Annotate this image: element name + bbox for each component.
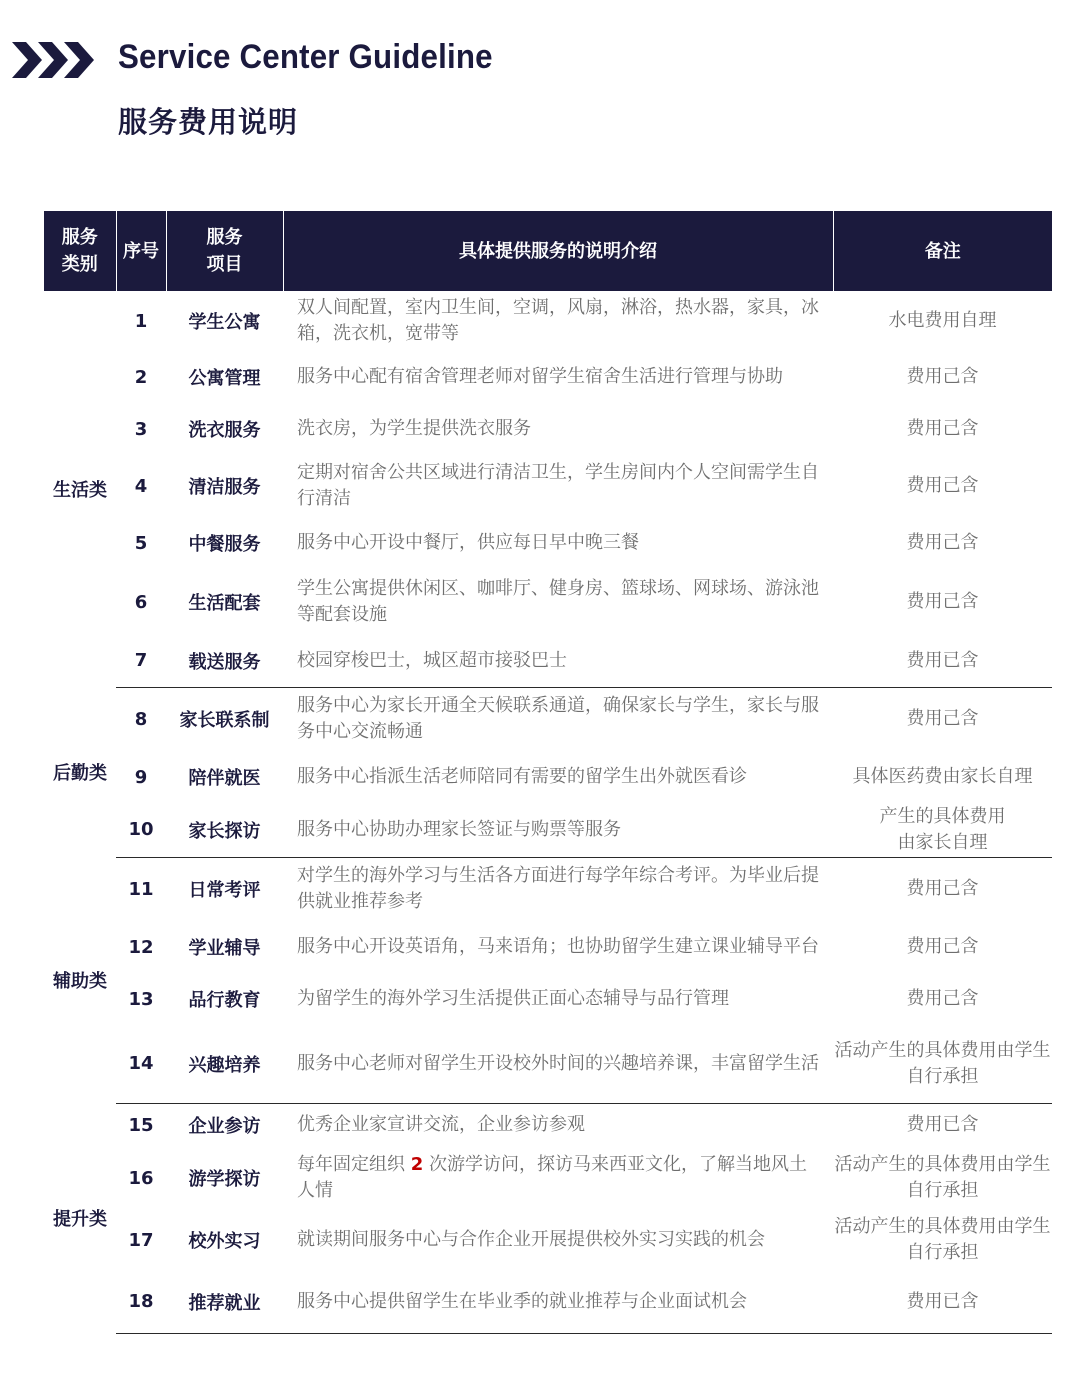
- header-item: 服务 项目: [166, 211, 283, 291]
- row-number: 14: [116, 1025, 166, 1103]
- row-number: 1: [134, 310, 148, 332]
- row-number: 8: [134, 708, 148, 730]
- page-title: Service Center Guideline: [118, 38, 493, 76]
- header-description: 具体提供服务的说明介绍: [283, 211, 833, 291]
- note-cell: 费用己含: [906, 708, 979, 730]
- service-item: 校外实习: [188, 1231, 261, 1252]
- row-number: 10: [116, 803, 166, 857]
- service-item: 兴趣培养: [166, 1025, 283, 1103]
- table-row: [44, 291, 1052, 351]
- table-header-row: [44, 211, 1052, 291]
- highlight-number: 2: [410, 1154, 424, 1175]
- service-item: 学业辅导: [188, 938, 261, 959]
- category-cell: 后勤类: [53, 763, 107, 784]
- header-note: 备注: [833, 211, 1052, 291]
- note-cell: 活动产生的具体费用由学生自行承担: [834, 1216, 1051, 1263]
- header-number: 序号: [116, 211, 166, 291]
- note-cell: 水电费用自理: [888, 310, 997, 331]
- description-text: 次游学访问，探访马来西亚文化，了解当地风土人情: [297, 1154, 807, 1201]
- table-row: [44, 973, 1052, 1025]
- row-number: 9: [134, 766, 148, 788]
- note-cell: 具体医药费由家长自理: [852, 766, 1033, 787]
- service-item: 公寓管理: [188, 368, 261, 389]
- table-row: [44, 635, 1052, 687]
- service-fee-table: [44, 211, 1052, 1334]
- row-number: 17: [128, 1229, 154, 1251]
- service-item: 洗衣服务: [188, 420, 261, 441]
- service-description: 洗衣房，为学生提供洗衣服务: [297, 418, 531, 439]
- note-cell: 费用己含: [906, 988, 979, 1009]
- note-cell: 费用己含: [906, 936, 979, 957]
- service-description: 学生公寓提供休闲区、咖啡厅、健身房、篮球场、网球场、游泳池等配套设施: [297, 578, 819, 625]
- table-row: [44, 517, 1052, 569]
- note-cell: 费用己含: [906, 591, 979, 612]
- service-item: 推荐就业: [166, 1271, 283, 1333]
- row-number: 13: [128, 988, 154, 1010]
- service-description: 服务中心老师对留学生开设校外时间的兴趣培养课，丰富留学生活: [283, 1025, 833, 1103]
- row-number: 5: [134, 532, 148, 554]
- service-item: 企业参访: [188, 1116, 261, 1138]
- table-row: [44, 403, 1052, 455]
- note-cell: 费用已含: [833, 1271, 1052, 1333]
- service-item: 载送服务: [166, 635, 283, 687]
- service-description: 服务中心指派生活老师陪同有需要的留学生出外就医看诊: [297, 766, 747, 787]
- table-row: [44, 1025, 1052, 1103]
- table-row: [44, 569, 1052, 635]
- table-row: [44, 455, 1052, 517]
- table-row: [44, 1271, 1052, 1333]
- note-cell: 费用己含: [906, 366, 979, 387]
- service-description: [283, 1147, 833, 1209]
- row-number: 16: [128, 1167, 154, 1189]
- note-cell: 费用己含: [906, 878, 979, 900]
- description-text: 每年固定组织: [297, 1154, 411, 1175]
- row-number: 15: [128, 1114, 154, 1136]
- service-description: 为留学生的海外学习生活提供正面心态辅导与品行管理: [297, 988, 729, 1009]
- service-item: 生活配套: [188, 593, 261, 614]
- category-cell: 辅助类: [53, 971, 107, 992]
- row-number: 11: [128, 878, 154, 900]
- service-item: 学生公寓: [188, 312, 261, 333]
- category-cell: 生活类: [53, 480, 107, 501]
- row-number: 6: [134, 591, 148, 613]
- service-description: 优秀企业家宣讲交流，企业参访参观: [297, 1114, 585, 1136]
- service-item: 清洁服务: [188, 477, 261, 498]
- table-row: [44, 857, 1052, 921]
- table-row: [44, 351, 1052, 403]
- service-item: 家长探访: [166, 803, 283, 857]
- service-item: 日常考评: [188, 880, 261, 902]
- note-cell: 费用已含: [906, 1114, 979, 1136]
- table-row: [44, 751, 1052, 803]
- table-row: [44, 1147, 1052, 1209]
- row-number: 7: [116, 635, 166, 687]
- category-cell: 提升类: [53, 1209, 107, 1230]
- service-description: 服务中心提供留学生在毕业季的就业推荐与企业面试机会: [283, 1271, 833, 1333]
- service-item: 家长联系制: [179, 710, 270, 732]
- note-cell: 费用己含: [906, 532, 979, 553]
- triple-chevron-icon: [12, 42, 98, 78]
- note-cell: 活动产生的具体费用由学生自行承担: [834, 1154, 1051, 1201]
- row-number: 2: [134, 366, 148, 388]
- row-number: 3: [134, 418, 148, 440]
- service-description: 校园穿梭巴士，城区超市接驳巴士: [283, 635, 833, 687]
- table-row: [44, 687, 1052, 751]
- table-row: [44, 921, 1052, 973]
- service-description: 服务中心协助办理家长签证与购票等服务: [283, 803, 833, 857]
- page-subtitle: 服务费用说明: [118, 105, 299, 139]
- row-number: 18: [116, 1271, 166, 1333]
- row-number: 12: [128, 936, 154, 958]
- service-description: 双人间配置，室内卫生间，空调，风扇，淋浴，热水器，家具，冰箱，洗衣机，宽带等: [297, 297, 819, 344]
- service-item: 游学探访: [188, 1169, 261, 1190]
- table-row: [44, 1209, 1052, 1271]
- service-description: 服务中心配有宿舍管理老师对留学生宿舍生活进行管理与协助: [297, 366, 783, 387]
- service-description: 对学生的海外学习与生活各方面进行每学年综合考评。为毕业后提供就业推荐参考: [297, 865, 819, 913]
- note-cell: 产生的具体费用 由家长自理: [833, 803, 1052, 857]
- note-cell: 费用己含: [906, 475, 979, 496]
- service-item: 品行教育: [188, 990, 261, 1011]
- note-cell: 费用已含: [833, 635, 1052, 687]
- table-row: [44, 803, 1052, 857]
- table-row: [44, 1103, 1052, 1147]
- service-item: 陪伴就医: [188, 768, 261, 789]
- service-description: 服务中心为家长开通全天候联系通道，确保家长与学生，家长与服务中心交流畅通: [297, 695, 819, 743]
- service-item: 中餐服务: [188, 534, 261, 555]
- header-category: 服务 类别: [44, 211, 116, 291]
- service-description: 就读期间服务中心与合作企业开展提供校外实习实践的机会: [297, 1229, 765, 1250]
- note-cell: 费用己含: [906, 418, 979, 439]
- service-description: 服务中心开设英语角，马来语角；也协助留学生建立课业辅导平台: [297, 936, 819, 957]
- service-description: 定期对宿舍公共区域进行清洁卫生，学生房间内个人空间需学生自行清洁: [297, 462, 819, 509]
- note-cell: 活动产生的具体费用由学生自行承担: [833, 1025, 1052, 1103]
- service-description: 服务中心开设中餐厅，供应每日早中晚三餐: [297, 532, 639, 553]
- row-number: 4: [134, 475, 148, 497]
